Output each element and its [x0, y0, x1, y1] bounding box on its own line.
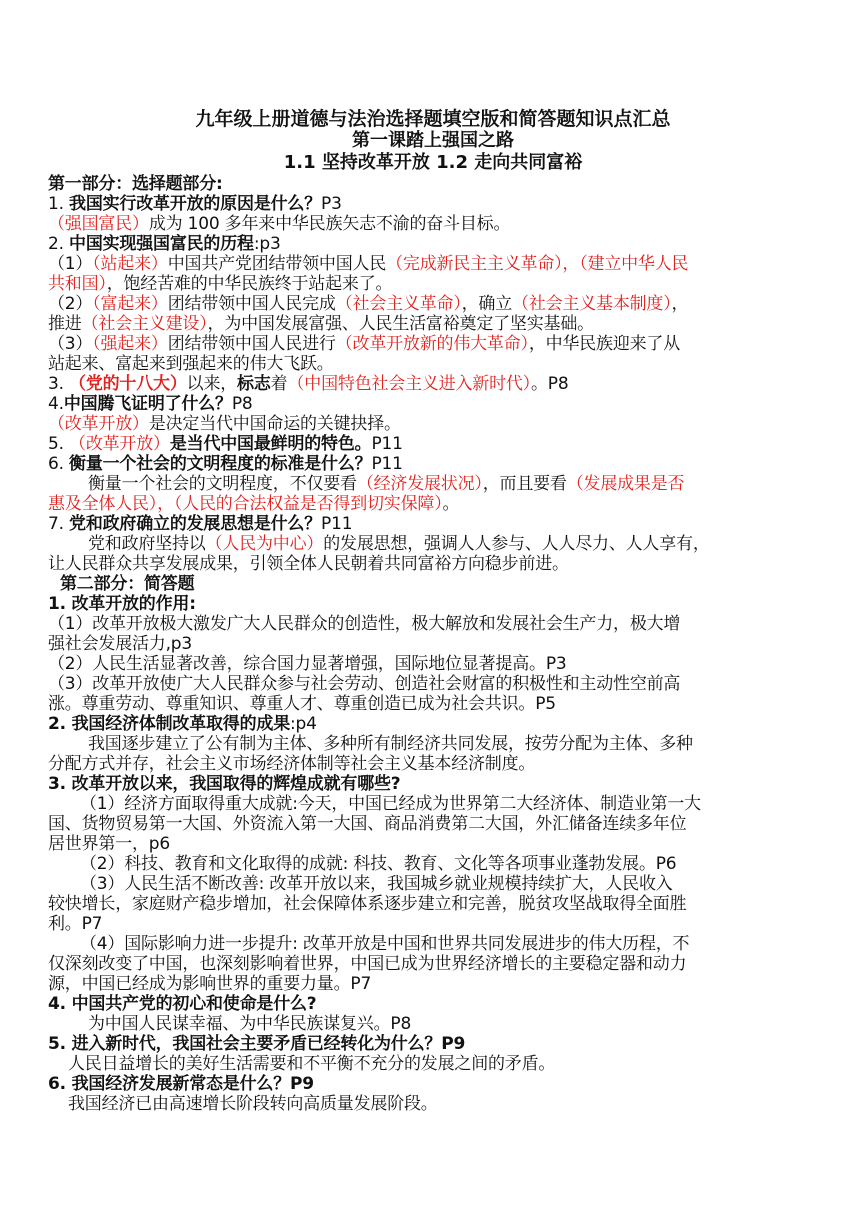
section-title: 1.1 坚持改革开放 1.2 走向共同富裕: [283, 152, 583, 173]
q5-page: P11: [371, 434, 403, 454]
s2-heading: 2. 我国经济体制改革取得的成果: [48, 714, 291, 734]
q2-l3-key2: （社会主义革命）: [335, 294, 462, 314]
q3-bold: 标志: [237, 374, 271, 394]
q2-l3-key3: （社会主义基本制度）: [512, 294, 672, 314]
q2-l4-text: 推进: [48, 314, 82, 334]
q6-line-1: [48, 474, 858, 494]
q2-l1-key2: （完成新民主主义革命），（建立中华人民: [386, 254, 689, 274]
q1-answer-key: （强国富民）: [48, 214, 149, 234]
q3-number: 3.: [48, 374, 70, 394]
q4-answer: [48, 414, 818, 434]
q7-page: P11: [321, 514, 353, 534]
s2-line-1: 我国逐步建立了公有制为主体、多种所有制经济共同发展，按劳分配为主体、多种: [88, 734, 693, 754]
main-title: 九年级上册道德与法治选择题填空版和简答题知识点汇总: [195, 108, 671, 130]
q6-l1-text: 衡量一个社会的文明程度，不仅要看: [88, 474, 357, 494]
s3-line-6: 较快增长，家庭财产稳步增加，社会保障体系逐步建立和完善，脱贫攻坚战取得全面胜: [48, 894, 687, 914]
q2-line-1: [48, 254, 818, 274]
s3-line-3: 居世界第一，p6: [48, 834, 171, 854]
q3-key2: （中国特色社会主义进入新时代）: [287, 374, 531, 394]
q6-text: 衡量一个社会的文明程度的标准是什么？: [69, 454, 372, 474]
q1-page: P3: [321, 194, 342, 214]
s3-line-10: 源，中国已经成为影响世界的重要力量。P7: [48, 974, 372, 994]
s1-line-2: 强社会发展活力,p3: [48, 634, 193, 654]
s1-heading: 1. 改革开放的作用:: [48, 594, 196, 614]
q3-key: （党的十八大）: [69, 374, 187, 394]
q1-number: 1.: [48, 194, 70, 214]
s3-heading: 3. 改革开放以来，我国取得的辉煌成就有哪些?: [48, 774, 401, 794]
q2-l3-text3: ，: [671, 294, 689, 314]
q6-line-2: [48, 494, 818, 514]
q2-l5-text: 团结带领中国人民进行: [167, 334, 336, 354]
s3-line-4: （2）科技、教育和文化取得的成就: 科技、教育、文化等各项事业蓬勃发展。P6: [80, 854, 677, 874]
q2-l4-text2: ，为中国发展富强、人民生活富裕奠定了坚实基础。: [207, 314, 594, 334]
q3-line: [48, 374, 818, 394]
q4-answer-key: （改革开放）: [48, 414, 149, 434]
s1-line-4: （3）改革开放使广大人民群众参与社会劳动、创造社会财富的积极性和主动性空前高: [48, 674, 681, 694]
s3-line-7: 利。P7: [48, 914, 103, 934]
q5-line: [48, 434, 818, 454]
q2-line-6: 站起来、富起来到强起来的伟大飞跃。: [48, 354, 334, 374]
q1-answer-text: 成为 100 多年来中华民族矢志不渝的奋斗目标。: [148, 214, 511, 234]
q7-l1-text2: 的发展思想，强调人人参与、人人尽力、人人享有，: [323, 534, 710, 554]
q3-text2: 着: [270, 374, 288, 394]
part1-heading: 第一部分：选择题部分:: [48, 174, 223, 194]
q6-l1-key2: （发展成果是否: [566, 474, 685, 494]
q7-line-2: 让人民群众共享发展成果，引领全体人民朝着共同富裕方向稳步前进。: [48, 554, 569, 574]
q7-question: [48, 514, 818, 534]
q3-text: 以来，: [186, 374, 238, 394]
q2-text: 中国实现强国富民的历程: [69, 234, 254, 254]
s2-line-2: 分配方式并存，社会主义市场经济体制等社会主义基本经济制度。: [48, 754, 536, 774]
q2-l3-key: （富起来）: [92, 294, 168, 314]
q6-question: [48, 454, 818, 474]
q1-text: 我国实行改革开放的原因是什么？: [69, 194, 322, 214]
q2-line-4: [48, 314, 818, 334]
s5-heading: 5. 进入新时代，我国社会主要矛盾已经转化为什么？P9: [48, 1034, 466, 1054]
s3-line-8: （4）国际影响力进一步提升: 改革开放是中国和世界共同发展进步的伟大历程，不: [80, 934, 690, 954]
q2-question: [48, 234, 818, 254]
q5-number: 5.: [48, 434, 70, 454]
q2-line-2: [48, 274, 818, 294]
q2-line-5: [48, 334, 818, 354]
q2-l2-text: ，饱经苦难的中华民族终于站起来了。: [106, 274, 393, 294]
q1-question: [48, 194, 818, 214]
s1-line-5: 涨。尊重劳动、尊重知识、尊重人才、尊重创造已成为社会共识。P5: [48, 694, 556, 714]
s1-line-3: （2）人民生活显著改善，综合国力显著增强，国际地位显著提高。P3: [48, 654, 567, 674]
q6-l2-key: 惠及全体人民），（人民的合法权益是否得到切实保障）: [48, 494, 443, 514]
q2-l3-text: 团结带领中国人民完成: [167, 294, 336, 314]
q4-text: 中国腾飞证明了什么？: [63, 394, 232, 414]
q7-l1-key: （人民为中心）: [205, 534, 324, 554]
q6-l1-text2: ，而且要看: [482, 474, 567, 494]
s6-heading: 6. 我国经济发展新常态是什么？P9: [48, 1074, 314, 1094]
q3-page: 。P8: [530, 374, 569, 394]
s4-heading: 4. 中国共产党的初心和使命是什么?: [48, 994, 317, 1014]
q6-number: 6.: [48, 454, 70, 474]
q7-l1-text: 党和政府坚持以: [88, 534, 206, 554]
q5-key: （改革开放）: [69, 434, 170, 454]
s6-line-1: 我国经济已由高速增长阶段转向高质量发展阶段。: [68, 1094, 438, 1114]
q2-l1-key: （站起来）: [92, 254, 168, 274]
q2-line-3: [48, 294, 818, 314]
q2-l2-key: 共和国）: [48, 274, 107, 294]
s3-line-9: 仅深刻改变了中国，也深刻影响着世界，中国已成为世界经济增长的主要稳定器和动力: [48, 954, 687, 974]
q2-l5-key2: （改革开放新的伟大革命）: [335, 334, 529, 354]
q2-l5-index: （3）: [48, 334, 93, 354]
q7-text: 党和政府确立的发展思想是什么？: [69, 514, 322, 534]
q2-l3-text2: ，确立: [461, 294, 513, 314]
q4-page: P8: [231, 394, 253, 414]
s3-line-1: （1）经济方面取得重大成就:今天，中国已经成为世界第二大经济体、制造业第一大: [80, 794, 701, 814]
q7-line-1: [48, 534, 858, 554]
q2-l4-key: （社会主义建设）: [81, 314, 208, 334]
s4-line-1: 为中国人民谋幸福、为中华民族谋复兴。P8: [88, 1014, 412, 1034]
q6-l1-key: （经济发展状况）: [356, 474, 483, 494]
s3-line-2: 国、货物贸易第一大国、外资流入第一大国、商品消费第二大国，外汇储备连续多年位: [48, 814, 687, 834]
q2-l3-index: （2）: [48, 294, 93, 314]
q4-answer-text: 是决定当代中国命运的关键抉择。: [148, 414, 401, 434]
q6-page: P11: [371, 454, 403, 474]
q2-number: 2.: [48, 234, 70, 254]
s2-page: :p4: [290, 714, 317, 734]
q2-l5-key: （强起来）: [92, 334, 168, 354]
q2-l1-index: （1）: [48, 254, 93, 274]
q5-text: 是当代中国最鲜明的特色。: [169, 434, 372, 454]
s3-line-5: （3）人民生活不断改善: 改革开放以来，我国城乡就业规模持续扩大，人民收入: [80, 874, 673, 894]
s1-line-1: （1）改革开放极大激发广大人民群众的创造性，极大解放和发展社会生产力，极大增: [48, 614, 681, 634]
q7-number: 7.: [48, 514, 70, 534]
q6-l2-text: 。: [442, 494, 460, 514]
s5-line-1: 人民日益增长的美好生活需要和不平衡不充分的发展之间的矛盾。: [68, 1054, 556, 1074]
part2-heading: 第二部分：简答题: [60, 574, 195, 594]
q2-l5-text2: ，中华民族迎来了从: [528, 334, 681, 354]
lesson-title: 第一课踏上强国之路: [352, 130, 514, 151]
q1-answer: [48, 214, 818, 234]
q2-l1-text: 中国共产党团结带领中国人民: [167, 254, 387, 274]
q2-page: :p3: [253, 234, 281, 254]
q4-question: [48, 394, 818, 414]
q4-number: 4.: [48, 394, 64, 414]
s2-heading-line: [48, 714, 818, 734]
